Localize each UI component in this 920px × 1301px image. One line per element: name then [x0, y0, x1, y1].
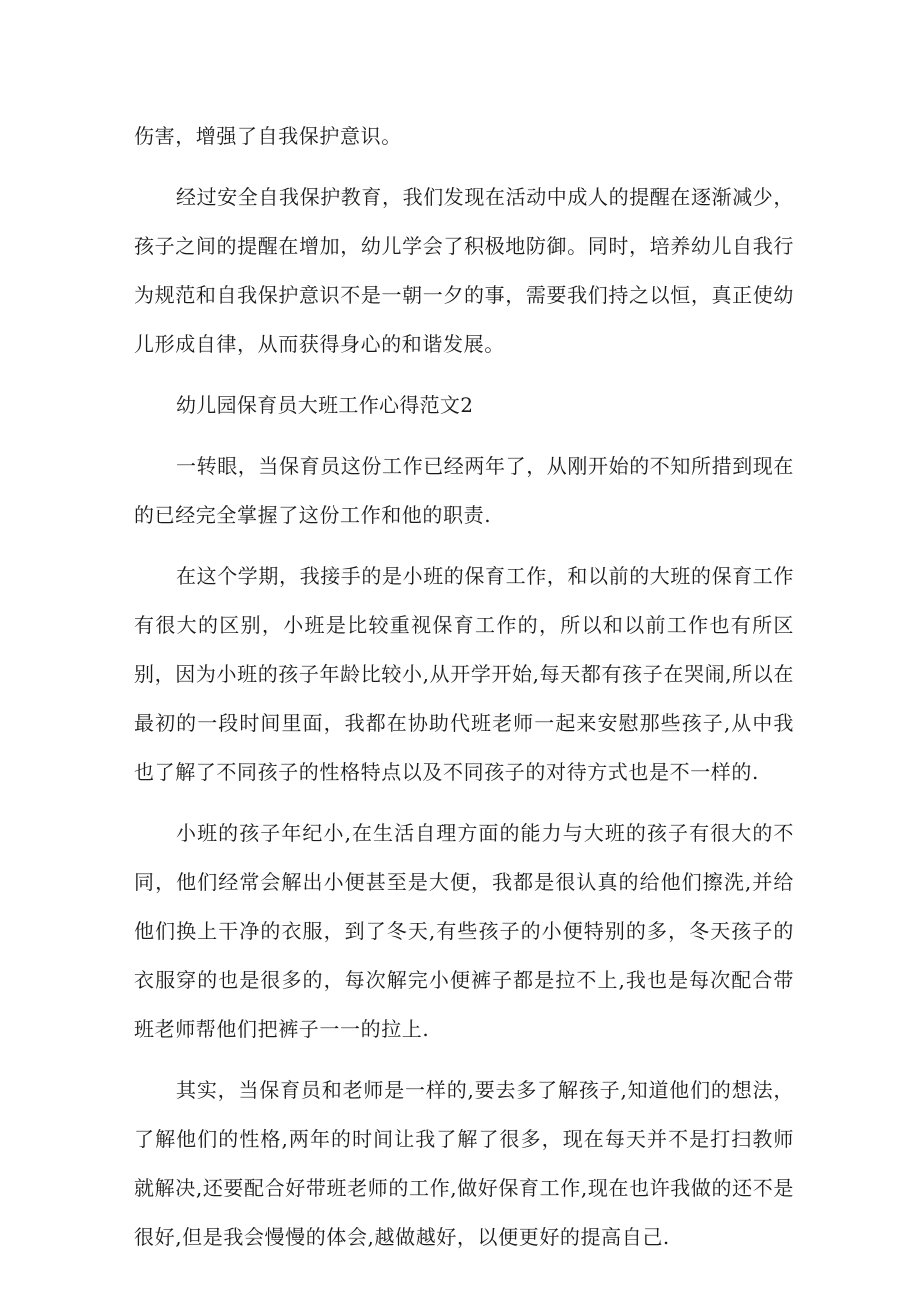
paragraph-continuation: 伤害，增强了自我保护意识。: [134, 124, 402, 148]
paragraph-two-years: 一转眼，当保育员这份工作已经两年了，从刚开始的不知所措到现在的已经完全掌握了这份工作和他的职责.: [134, 454, 794, 527]
paragraph-safety-education: 经过安全自我保护教育，我们发现在活动中成人的提醒在逐渐减少，孩子之间的提醒在增加，幼儿学会了积极地防御。同时，培养幼儿自我行为规范和自我保护意识不是一朝一夕的事，需要我们持之以恒，真正使幼儿形成自律，从而获得身心的和谐发展。: [134, 185, 794, 356]
section-title: 幼儿园保育员大班工作心得范文2: [176, 393, 474, 417]
paragraph-small-class: 小班的孩子年纪小,在生活自理方面的能力与大班的孩子有很大的不同，他们经常会解出小便甚至是大便，我都是很认真的给他们擦洗,并给他们换上干净的衣服，到了冬天,有些孩子的小便特别的多，冬天孩子的衣服穿的也是很多的，每次解完小便裤子都是拉不上,我也是每次配合带班老师帮他们把裤子一一的拉上.: [134, 821, 794, 1041]
document-body: [134, 112, 794, 1274]
paragraph-this-semester: 在这个学期，我接手的是小班的保育工作，和以前的大班的保育工作有很大的区别，小班是比较重视保育工作的，所以和以前工作也有所区别，因为小班的孩子年龄比较小,从开学开始,每天都有孩子在哭闹,所以在最初的一段时间里面，我都在协助代班老师一起来安慰那些孩子,从中我也了解了不同孩子的性格特点以及不同孩子的对待方式也是不一样的.: [134, 564, 794, 784]
paragraph-conclusion: 其实，当保育员和老师是一样的,要去多了解孩子,知道他们的想法，了解他们的性格,两年的时间让我了解了很多，现在每天并不是打扫教师就解决,还要配合好带班老师的工作,做好保育工作,现在也许我做的还不是很好,但是我会慢慢的体会,越做越好，以便更好的提高自己.: [134, 1078, 794, 1249]
